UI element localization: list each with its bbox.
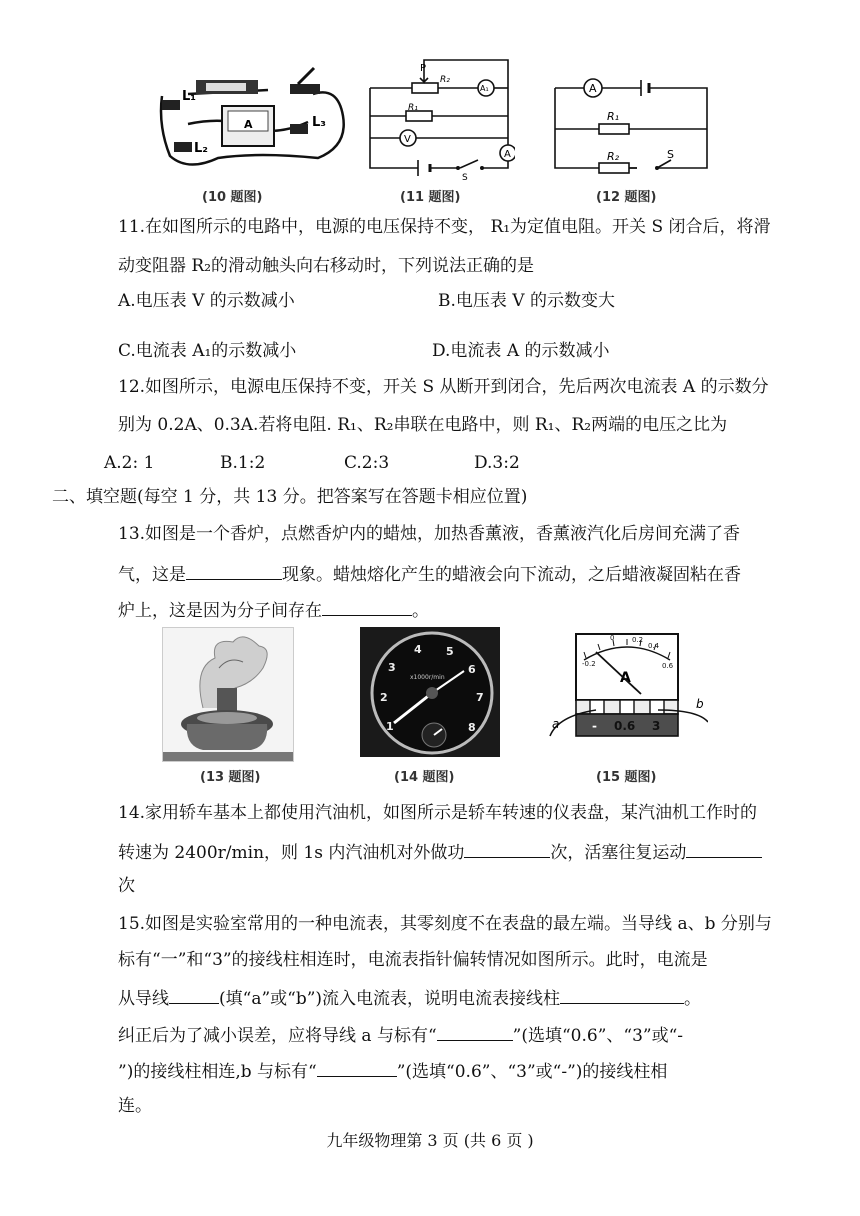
fig15-meter-a: A [620, 670, 631, 686]
q15-line1: 15.如图是实验室常用的一种电流表，其零刻度不在表盘的最左端。当导线 a、b 分别与 [118, 914, 772, 934]
q15-line5-text-a: ”)的接线柱相连,b 与标有“ [118, 1062, 317, 1082]
q15-line3-text-c: 。 [684, 989, 702, 1009]
fig15-terminal-3: 3 [652, 719, 661, 733]
q11-option-d: D.电流表 A 的示数减小 [432, 341, 610, 361]
fig10-label-l2: L₂ [194, 141, 208, 156]
q12-option-d: D.3:2 [474, 453, 520, 473]
q11-option-c: C.电流表 A₁的示数减小 [118, 341, 297, 361]
fig14-dial-6: 6 [468, 663, 476, 676]
fig12-label-s: S [667, 148, 674, 161]
q12-stem-line2: 别为 0.2A、0.3A.若将电阻. R₁、R₂串联在电路中，则 R₁、R₂两端的电压之比为 [118, 415, 728, 435]
fig15-scale-0: 0 [610, 634, 615, 642]
fig15-scale-neg02: -0.2 [582, 660, 596, 668]
q12-option-a: A.2: 1 [104, 453, 155, 473]
fig14-dial-5: 5 [446, 645, 454, 658]
fig15-scale-02: 0.2 [632, 636, 644, 644]
figure-13-caption: (13 题图) [200, 770, 261, 785]
fig14-dial-8: 8 [468, 721, 476, 734]
q13-line2-text-b: 现象。蜡烛熔化产生的蜡液会向下流动，之后蜡液凝固粘在香 [282, 565, 741, 585]
q11-option-a: A.电压表 V 的示数减小 [118, 291, 295, 311]
figure-15-caption: (15 题图) [596, 770, 657, 785]
q13-blank-1[interactable] [186, 561, 282, 580]
q11-stem-line2: 动变阻器 R₂的滑动触头向右移动时，下列说法正确的是 [118, 256, 535, 276]
fig14-dial-1: 1 [386, 720, 394, 733]
q14-line1: 14.家用轿车基本上都使用汽油机，如图所示是轿车转速的仪表盘，某汽油机工作时的 [118, 803, 758, 823]
fig12-label-r2: R₂ [607, 150, 620, 163]
fig15-scale-06: 0.6 [662, 662, 674, 670]
q15-line3-text-b: (填“a”或“b”)流入电流表，说明电流表接线柱 [219, 989, 561, 1009]
fig11-label-v: V [404, 134, 411, 145]
figure-13-incense-burner-photo [162, 627, 294, 762]
q15-line3 [118, 985, 701, 1011]
figure-10-circuit-photo [148, 66, 353, 176]
figure-14-tachometer-photo [360, 627, 500, 757]
q15-blank-3[interactable] [437, 1022, 513, 1041]
q13-line3-text-b: 。 [412, 601, 429, 621]
fig14-dial-2: 2 [380, 691, 388, 704]
fig15-terminal-minus: - [592, 719, 597, 733]
fig15-terminal-06: 0.6 [614, 719, 636, 733]
fig10-label-a: A [244, 118, 253, 131]
figure-14-caption: (14 题图) [394, 770, 455, 785]
page-footer: 九年级物理第 3 页 (共 6 页 ) [326, 1131, 534, 1150]
q15-line5-text-b: ”(选填“0.6”、“3”或“-”)的接线柱相 [396, 1062, 668, 1082]
q15-line6: 连。 [118, 1096, 152, 1116]
fig11-label-p: P [420, 63, 427, 74]
q12-option-b: B.1:2 [220, 453, 266, 473]
fig11-label-a1: A₁ [480, 84, 489, 93]
q13-line3 [118, 597, 429, 623]
fig14-dial-7: 7 [476, 691, 484, 704]
q13-line2 [118, 561, 741, 587]
q12-option-c: C.2:3 [344, 453, 390, 473]
q15-blank-2[interactable] [560, 985, 684, 1004]
fig10-label-l3: L₃ [312, 115, 326, 130]
q14-line2-text-b: 次，活塞往复运动 [550, 843, 687, 863]
q15-line4-text-a: 纠正后为了减小误差，应将导线 a 与标有“ [118, 1026, 437, 1046]
figure-11-circuit-diagram [360, 58, 515, 180]
q13-blank-2[interactable] [322, 597, 412, 616]
q15-line3-text-a: 从导线 [118, 989, 169, 1009]
figure-12-caption: (12 题图) [596, 190, 657, 205]
fig11-label-r2: R₂ [440, 75, 450, 85]
section-2-heading: 二、填空题(每空 1 分，共 13 分。把答案写在答题卡相应位置) [52, 487, 528, 507]
figure-10-caption: (10 题图) [202, 190, 263, 205]
fig14-dial-3: 3 [388, 661, 396, 674]
figure-11-caption: (11 题图) [400, 190, 461, 205]
fig11-label-a: A [504, 149, 511, 160]
q13-line1: 13.如图是一个香炉，点燃香炉内的蜡烛，加热香薰液，香薰液汽化后房间充满了香 [118, 524, 741, 544]
q14-blank-2[interactable] [686, 839, 762, 858]
q14-line2 [118, 839, 762, 865]
q11-option-b: B.电压表 V 的示数变大 [438, 291, 615, 311]
q15-line2: 标有“一”和“3”的接线柱相连时，电流表指针偏转情况如图所示。此时，电流是 [118, 950, 708, 970]
q12-stem-line1: 12.如图所示，电源电压保持不变，开关 S 从断开到闭合，先后两次电流表 A 的示数分 [118, 377, 769, 397]
fig15-scale-04: 0.4 [648, 642, 660, 650]
fig15-wire-a: a [552, 717, 560, 731]
figure-12-circuit-diagram [545, 72, 715, 174]
fig11-label-r1: R₁ [408, 103, 418, 113]
fig11-label-s: S [462, 173, 468, 180]
q11-stem-line1: 11.在如图所示的电路中，电源的电压保持不变， R₁为定值电阻。开关 S 闭合后，将滑 [118, 217, 771, 237]
q14-blank-1[interactable] [464, 839, 550, 858]
fig15-wire-b: b [696, 697, 704, 711]
q15-line4-text-b: ”(选填“0.6”、“3”或“- [512, 1026, 684, 1046]
fig12-label-r1: R₁ [607, 110, 620, 123]
fig14-dial-4: 4 [414, 643, 422, 656]
q13-line3-text-a: 炉上，这是因为分子间存在 [118, 601, 322, 621]
fig14-unit-label: x1000r/min [410, 674, 445, 681]
q15-line4 [118, 1022, 683, 1048]
figure-15-ammeter-diagram [548, 630, 708, 755]
fig10-label-l1: L₁ [182, 89, 196, 104]
fig12-label-a: A [589, 82, 597, 95]
q15-line5 [118, 1058, 667, 1084]
q14-line3: 次 [118, 876, 135, 896]
q14-line2-text-a: 转速为 2400r/min，则 1s 内汽油机对外做功 [118, 843, 465, 863]
q15-blank-1[interactable] [169, 985, 219, 1004]
q13-line2-text-a: 气，这是 [118, 565, 186, 585]
q15-blank-4[interactable] [317, 1058, 397, 1077]
